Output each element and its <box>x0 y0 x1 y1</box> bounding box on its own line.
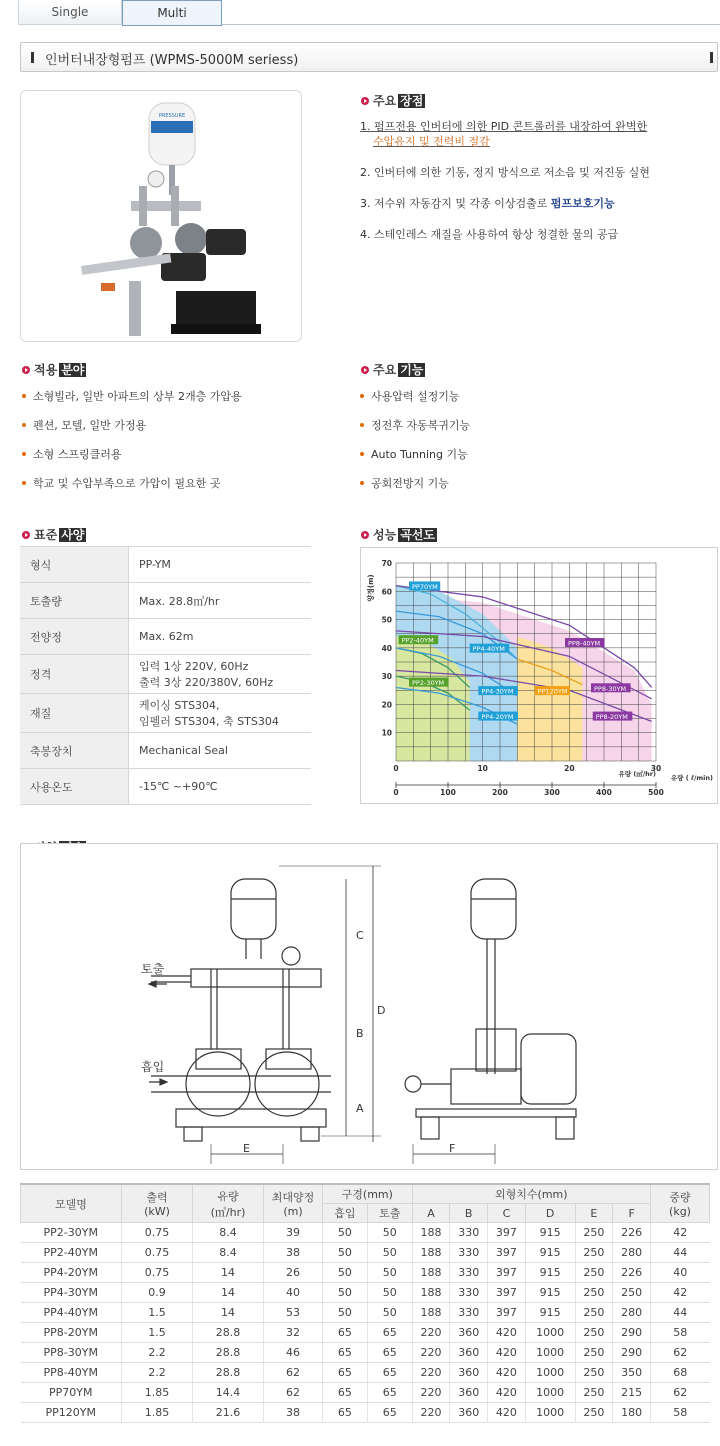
page-title: 인버터내장형펌프 (WPMS-5000M seriess) <box>45 53 299 68</box>
table-cell: 28.8 <box>193 1343 264 1363</box>
product-title-bar <box>20 42 718 72</box>
table-cell: 50 <box>323 1223 368 1243</box>
spec-row <box>20 619 311 655</box>
x-tick-label: 0 <box>393 764 399 773</box>
table-cell: 330 <box>450 1223 488 1243</box>
table-cell: 42 <box>651 1223 710 1243</box>
spec-value <box>129 694 312 733</box>
table-cell: 250 <box>575 1363 613 1383</box>
table-cell: 65 <box>323 1383 368 1403</box>
table-cell: 220 <box>412 1343 450 1363</box>
table-cell: 250 <box>575 1283 613 1303</box>
table-row <box>21 1383 710 1403</box>
table-cell: 46 <box>264 1343 323 1363</box>
spec-key: 형식 <box>20 547 129 583</box>
spec-row <box>20 547 311 583</box>
table-cell: 330 <box>450 1263 488 1283</box>
model-name-cell: PP8-20YM <box>21 1323 122 1343</box>
bullet-icon <box>22 531 30 539</box>
x2-tick-label: 300 <box>544 788 560 797</box>
series-label: PP8-40YM <box>568 639 601 648</box>
table-cell: 50 <box>323 1263 368 1283</box>
table-cell: 65 <box>323 1403 368 1423</box>
features-heading <box>361 93 425 109</box>
spec-row <box>20 694 311 733</box>
table-cell: 280 <box>613 1243 651 1263</box>
table-cell: 220 <box>412 1323 450 1343</box>
y-tick-label: 40 <box>381 643 392 653</box>
table-cell: 44 <box>651 1243 710 1263</box>
spec-key: 재질 <box>20 694 129 733</box>
application-item: 학교 및 수압부족으로 가압이 필요한 곳 <box>22 475 221 491</box>
col-c: C <box>488 1204 526 1223</box>
col-flow-label: 유량 <box>217 1189 239 1203</box>
title-bar-left-mark <box>31 52 34 63</box>
table-cell: 65 <box>367 1383 412 1403</box>
spec-value-line: 출력 3상 220/380V, 60Hz <box>139 676 274 689</box>
tank-label: PRESSURE <box>158 113 186 119</box>
table-cell: 2.2 <box>122 1343 193 1363</box>
model-name-cell: PP120YM <box>21 1403 122 1423</box>
spec-row <box>20 769 311 805</box>
y-tick-label: 60 <box>381 587 392 597</box>
table-cell: 215 <box>613 1383 651 1403</box>
x2-tick-label: 0 <box>393 788 399 797</box>
spec-value-line: Mechanical Seal <box>139 744 228 757</box>
model-name-cell: PP8-40YM <box>21 1363 122 1383</box>
model-name-cell: PP8-30YM <box>21 1343 122 1363</box>
series-label: PP4-20YM <box>481 713 514 722</box>
table-cell: 420 <box>488 1363 526 1383</box>
table-cell: 1000 <box>525 1363 575 1383</box>
outlet-label: 토출 <box>141 962 165 976</box>
table-cell: 290 <box>613 1323 651 1343</box>
tab-single[interactable] <box>18 0 122 25</box>
table-cell: 58 <box>651 1403 710 1423</box>
table-cell: 397 <box>488 1303 526 1323</box>
x-tick-label: 30 <box>650 764 662 773</box>
series-label: PP4-40YM <box>472 645 505 654</box>
table-cell: 0.75 <box>122 1263 193 1283</box>
table-cell: 250 <box>575 1223 613 1243</box>
series-label: PP8-20YM <box>595 713 628 722</box>
col-power <box>122 1184 193 1223</box>
table-cell: 0.75 <box>122 1243 193 1263</box>
dim-c: C <box>356 929 364 942</box>
table-cell: 250 <box>613 1283 651 1303</box>
x2-tick-label: 100 <box>440 788 456 797</box>
col-power-unit: (kW) <box>144 1205 170 1218</box>
model-table <box>20 1183 710 1423</box>
spec-row <box>20 583 311 619</box>
dim-f: F <box>449 1142 456 1155</box>
y-tick-label: 50 <box>381 615 392 625</box>
spec-value <box>129 547 312 583</box>
col-bore <box>323 1184 413 1204</box>
feature-4: 4. 스테인레스 재질을 사용하여 항상 청결한 물의 공급 <box>360 228 619 241</box>
performance-heading-hl: 곡선도 <box>400 528 435 542</box>
application-item: 펜션, 모텔, 일반 가정용 <box>22 417 146 433</box>
table-cell: 1.85 <box>122 1383 193 1403</box>
performance-heading <box>361 527 437 543</box>
table-cell: 915 <box>525 1243 575 1263</box>
table-cell: 1000 <box>525 1343 575 1363</box>
table-cell: 360 <box>450 1343 488 1363</box>
table-cell: 50 <box>323 1243 368 1263</box>
table-cell: 290 <box>613 1343 651 1363</box>
table-cell: 21.6 <box>193 1403 264 1423</box>
application-item: 소형 스프링클러용 <box>22 446 122 462</box>
table-cell: 32 <box>264 1323 323 1343</box>
table-row <box>21 1223 710 1243</box>
table-cell: 188 <box>412 1243 450 1263</box>
table-cell: 915 <box>525 1223 575 1243</box>
table-cell: 68 <box>651 1363 710 1383</box>
table-cell: 330 <box>450 1303 488 1323</box>
col-model <box>21 1184 122 1223</box>
tab-single-label: Single <box>51 5 89 19</box>
functions-heading <box>361 362 425 378</box>
functions-heading-text: 주요 <box>373 363 397 377</box>
table-cell: 14.4 <box>193 1383 264 1403</box>
spec-value-line: 입력 1상 220V, 60Hz <box>139 660 249 673</box>
model-name-cell: PP70YM <box>21 1383 122 1403</box>
spec-value <box>129 619 312 655</box>
table-cell: 1000 <box>525 1383 575 1403</box>
series-label: PP8-30YM <box>594 684 627 693</box>
y-tick-label: 70 <box>381 559 392 568</box>
table-cell: 40 <box>264 1283 323 1303</box>
table-cell: 14 <box>193 1303 264 1323</box>
feature-3-highlight: 펌프보호기능 <box>550 197 615 210</box>
table-cell: 0.75 <box>122 1223 193 1243</box>
table-cell: 280 <box>613 1303 651 1323</box>
function-item: Auto Tunning 기능 <box>360 446 468 462</box>
table-cell: 8.4 <box>193 1223 264 1243</box>
col-bore-out: 토출 <box>367 1204 412 1223</box>
table-cell: 1000 <box>525 1323 575 1343</box>
table-row <box>21 1243 710 1263</box>
bullet-icon <box>361 366 369 374</box>
table-cell: 38 <box>264 1243 323 1263</box>
tab-multi-label: Multi <box>157 6 187 20</box>
tab-multi[interactable] <box>122 0 222 26</box>
x-axis-label: 유량 (㎥/hr) <box>618 770 656 778</box>
table-cell: 65 <box>323 1323 368 1343</box>
y-tick-label: 20 <box>381 700 392 710</box>
table-cell: 180 <box>613 1403 651 1423</box>
tab-underline <box>222 24 720 25</box>
col-bore-label: 구경(mm) <box>341 1188 393 1201</box>
table-cell: 65 <box>367 1343 412 1363</box>
feature-1-line2: 수압유지 및 전력비 절감 <box>373 135 490 148</box>
dimension-drawing <box>21 844 717 1169</box>
table-cell: 360 <box>450 1383 488 1403</box>
spec-heading <box>22 527 86 543</box>
table-cell: 188 <box>412 1223 450 1243</box>
table-cell: 420 <box>488 1403 526 1423</box>
table-cell: 38 <box>264 1403 323 1423</box>
table-cell: 250 <box>575 1263 613 1283</box>
spec-value-line: -15℃ ~+90℃ <box>139 780 218 793</box>
col-dim <box>412 1184 650 1204</box>
dim-e: E <box>243 1142 250 1155</box>
x-tick-label: 10 <box>477 764 488 773</box>
spec-value-line: 임펠러 STS304, 축 STS304 <box>139 715 279 728</box>
spec-heading-text: 표준 <box>34 528 58 542</box>
spec-key: 정격 <box>20 655 129 694</box>
col-d: D <box>525 1204 575 1223</box>
table-cell: 62 <box>264 1383 323 1403</box>
table-cell: 62 <box>651 1383 710 1403</box>
spec-value <box>129 655 312 694</box>
table-cell: 220 <box>412 1403 450 1423</box>
spec-key: 전양정 <box>20 619 129 655</box>
application-item: 소형빌라, 일반 아파트의 상부 2개층 가압용 <box>22 388 242 404</box>
table-cell: 28.8 <box>193 1363 264 1383</box>
table-cell: 65 <box>323 1343 368 1363</box>
table-cell: 39 <box>264 1223 323 1243</box>
table-row <box>21 1263 710 1283</box>
col-weight <box>651 1184 710 1223</box>
table-cell: 40 <box>651 1263 710 1283</box>
table-cell: 915 <box>525 1263 575 1283</box>
model-name-cell: PP2-40YM <box>21 1243 122 1263</box>
table-cell: 65 <box>367 1363 412 1383</box>
dim-d: D <box>377 1004 386 1017</box>
table-cell: 188 <box>412 1283 450 1303</box>
spec-row <box>20 655 311 694</box>
feature-1 <box>360 119 647 149</box>
table-cell: 50 <box>323 1303 368 1323</box>
y-tick-label: 10 <box>381 728 392 738</box>
col-weight-label: 중량 <box>669 1191 691 1204</box>
col-flow-unit: (㎥/hr) <box>210 1205 246 1219</box>
table-cell: 1.5 <box>122 1303 193 1323</box>
table-cell: 50 <box>323 1283 368 1303</box>
spec-value-line: Max. 28.8㎥/hr <box>139 594 220 608</box>
spec-key: 사용온도 <box>20 769 129 805</box>
table-cell: 250 <box>575 1343 613 1363</box>
spec-value <box>129 769 312 805</box>
table-cell: 50 <box>367 1263 412 1283</box>
table-cell: 14 <box>193 1263 264 1283</box>
model-name-cell: PP4-30YM <box>21 1283 122 1303</box>
spec-value-line: Max. 62m <box>139 630 194 643</box>
table-row <box>21 1403 710 1423</box>
col-a: A <box>412 1204 450 1223</box>
table-cell: 397 <box>488 1223 526 1243</box>
dim-b: B <box>356 1027 364 1040</box>
title-bar-right-mark <box>710 52 713 63</box>
function-item: 공회전방지 기능 <box>360 475 449 491</box>
table-cell: 62 <box>651 1343 710 1363</box>
table-cell: 50 <box>367 1223 412 1243</box>
table-cell: 330 <box>450 1283 488 1303</box>
table-cell: 360 <box>450 1403 488 1423</box>
table-cell: 250 <box>575 1243 613 1263</box>
dim-a: A <box>356 1102 364 1115</box>
bullet-icon <box>22 366 30 374</box>
x2-axis-label: 유량 ( ℓ/min) <box>670 774 713 782</box>
table-cell: 420 <box>488 1383 526 1403</box>
table-cell: 420 <box>488 1343 526 1363</box>
feature-3-text: 3. 저수위 자동감지 및 각종 이상검출로 <box>360 197 551 210</box>
table-cell: 360 <box>450 1323 488 1343</box>
model-name-cell: PP2-30YM <box>21 1223 122 1243</box>
function-item: 사용압력 설정기능 <box>360 388 460 404</box>
functions-heading-hl: 기능 <box>400 363 424 377</box>
table-cell: 8.4 <box>193 1243 264 1263</box>
applications-heading <box>22 362 86 378</box>
bullet-icon <box>361 97 369 105</box>
table-cell: 915 <box>525 1283 575 1303</box>
table-cell: 58 <box>651 1323 710 1343</box>
spec-row <box>20 733 311 769</box>
applications-heading-text: 적용 <box>34 363 58 377</box>
table-cell: 50 <box>367 1283 412 1303</box>
series-label: PP2-30YM <box>412 679 445 688</box>
function-item: 정전후 자동복귀기능 <box>360 417 470 433</box>
product-photo-frame <box>20 90 302 342</box>
table-cell: 50 <box>367 1303 412 1323</box>
table-cell: 50 <box>367 1243 412 1263</box>
table-cell: 397 <box>488 1263 526 1283</box>
col-e: E <box>575 1204 613 1223</box>
performance-chart-frame <box>360 547 718 804</box>
spec-value-line: PP-YM <box>139 558 171 571</box>
col-power-label: 출력 <box>146 1191 168 1204</box>
pump-photo <box>21 91 301 341</box>
performance-heading-text: 성능 <box>373 528 397 542</box>
table-cell: 188 <box>412 1263 450 1283</box>
y-tick-label: 30 <box>381 672 392 682</box>
bullet-icon <box>361 531 369 539</box>
table-cell: 250 <box>575 1383 613 1403</box>
model-name-cell: PP4-40YM <box>21 1303 122 1323</box>
table-cell: 226 <box>613 1263 651 1283</box>
table-cell: 360 <box>450 1363 488 1383</box>
series-label: PP4-30YM <box>481 687 514 696</box>
table-row <box>21 1343 710 1363</box>
table-cell: 420 <box>488 1323 526 1343</box>
table-cell: 250 <box>575 1403 613 1423</box>
table-cell: 44 <box>651 1303 710 1323</box>
table-cell: 1000 <box>525 1403 575 1423</box>
applications-heading-hl: 분야 <box>61 363 85 377</box>
col-head-label: 최대양정 <box>271 1191 315 1204</box>
table-cell: 65 <box>367 1403 412 1423</box>
series-label: PP70YM <box>412 582 438 591</box>
col-flow <box>193 1184 264 1223</box>
table-row <box>21 1363 710 1383</box>
table-row <box>21 1323 710 1343</box>
features-heading-hl: 장점 <box>400 94 424 108</box>
table-cell: 397 <box>488 1283 526 1303</box>
spec-heading-hl: 사양 <box>61 528 85 542</box>
table-row <box>21 1283 710 1303</box>
table-row <box>21 1303 710 1323</box>
series-label: PP120YM <box>537 687 568 696</box>
spec-key: 토출량 <box>20 583 129 619</box>
col-weight-unit: (kg) <box>669 1205 691 1218</box>
table-cell: 250 <box>575 1323 613 1343</box>
col-head-unit: (m) <box>283 1205 303 1218</box>
table-cell: 2.2 <box>122 1363 193 1383</box>
table-cell: 350 <box>613 1363 651 1383</box>
table-cell: 220 <box>412 1383 450 1403</box>
feature-2: 2. 인버터에 의한 기동, 정지 방식으로 저소음 및 저진동 실현 <box>360 166 650 179</box>
series-label: PP2-40YM <box>401 636 434 645</box>
table-cell: 226 <box>613 1223 651 1243</box>
inlet-label: 흡입 <box>141 1060 165 1074</box>
x2-tick-label: 500 <box>648 788 664 797</box>
spec-value <box>129 733 312 769</box>
table-cell: 14 <box>193 1283 264 1303</box>
table-cell: 1.85 <box>122 1403 193 1423</box>
table-cell: 397 <box>488 1243 526 1263</box>
table-cell: 330 <box>450 1243 488 1263</box>
table-cell: 28.8 <box>193 1323 264 1343</box>
col-dim-label: 외형치수(mm) <box>495 1188 568 1201</box>
col-model-label: 모델명 <box>55 1197 87 1211</box>
table-cell: 53 <box>264 1303 323 1323</box>
x2-tick-label: 200 <box>492 788 508 797</box>
table-cell: 220 <box>412 1363 450 1383</box>
col-bore-in: 흡입 <box>323 1204 368 1223</box>
col-f: F <box>613 1204 651 1223</box>
feature-1-line1: 1. 펌프전용 인버터에 의한 PID 콘트롤러를 내장하여 완벽한 <box>360 120 648 133</box>
table-cell: 0.9 <box>122 1283 193 1303</box>
x2-tick-label: 400 <box>596 788 612 797</box>
model-name-cell: PP4-20YM <box>21 1263 122 1283</box>
performance-chart <box>361 548 717 803</box>
feature-3 <box>360 196 615 211</box>
table-cell: 65 <box>323 1363 368 1383</box>
spec-value-line: 케이싱 STS304, <box>139 699 220 712</box>
table-cell: 250 <box>575 1303 613 1323</box>
col-head <box>264 1184 323 1223</box>
table-cell: 42 <box>651 1283 710 1303</box>
table-cell: 65 <box>367 1323 412 1343</box>
spec-key: 축봉장치 <box>20 733 129 769</box>
col-b: B <box>450 1204 488 1223</box>
table-cell: 915 <box>525 1303 575 1323</box>
dimension-drawing-frame <box>20 843 718 1170</box>
y-axis-label: 양정(m) <box>367 574 375 602</box>
features-heading-text: 주요 <box>373 94 397 108</box>
table-cell: 62 <box>264 1363 323 1383</box>
table-cell: 188 <box>412 1303 450 1323</box>
spec-table <box>20 546 311 805</box>
table-cell: 26 <box>264 1263 323 1283</box>
table-cell: 1.5 <box>122 1323 193 1343</box>
x-tick-label: 20 <box>564 764 575 773</box>
spec-value <box>129 583 312 619</box>
